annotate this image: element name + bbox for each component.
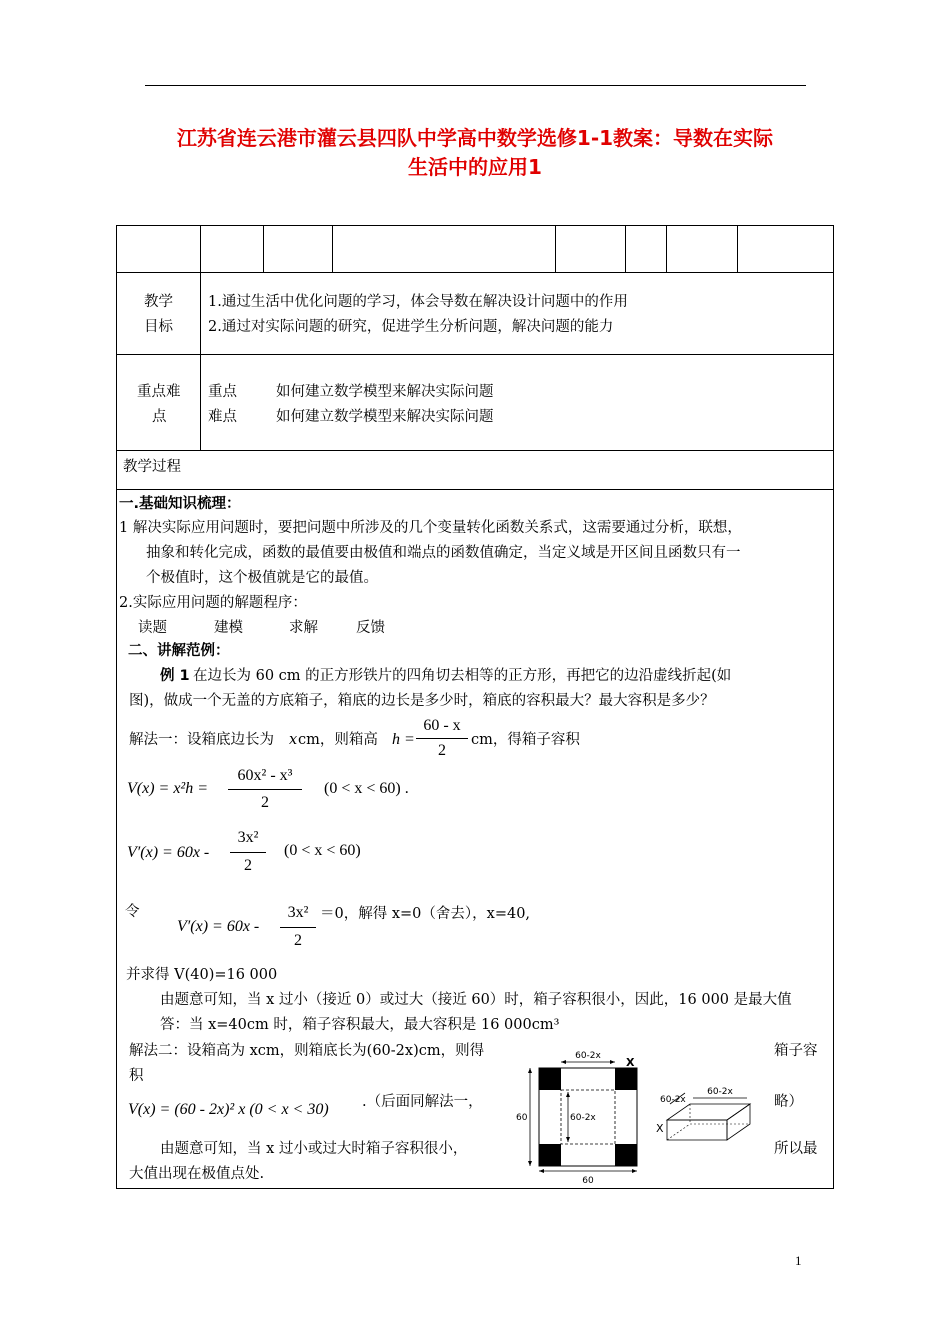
header-rule [145, 85, 806, 86]
table-col-divider [625, 225, 626, 272]
reason-2-right: 所以最 [774, 1141, 818, 1157]
solution-2-line-1: 解法二：设箱高为 xcm，则箱底长为(60-2x)cm，则得 [129, 1043, 485, 1059]
table-row-divider [116, 450, 834, 451]
volume-numerator: 60x² - x³ [237, 767, 293, 784]
table-col-divider [666, 225, 667, 272]
table-col-divider [737, 225, 738, 272]
corner-square [615, 1144, 637, 1166]
table-row-divider [116, 272, 834, 273]
table-row-divider [116, 489, 834, 490]
corner-label: X [626, 1056, 635, 1069]
section-1-heading: 一.基础知识梳理： [119, 496, 241, 512]
arrow-head [528, 1068, 532, 1073]
box-side-face [727, 1104, 750, 1140]
box-top-label: 60-2x [707, 1087, 733, 1097]
reason-2-line-2: 大值出现在极值点处. [129, 1166, 265, 1182]
section-1-procedure: 2.实际应用问题的解题程序： [119, 595, 307, 611]
step-feedback: 反馈 [356, 620, 385, 636]
box-net-figure [510, 1040, 760, 1188]
goal-1: 1.通过生活中优化问题的学习，体会导数在解决设计问题中的作用 [208, 294, 628, 310]
arrow-head [610, 1060, 615, 1064]
table-col-divider [263, 225, 264, 272]
solution-2-formula: V(x) = (60 - 2x)² x (0 < x < 30) [128, 1101, 329, 1118]
h-denominator: 2 [438, 742, 446, 759]
volume-lhs: V(x) = x²h = [127, 780, 209, 797]
equation-denominator: 2 [294, 932, 302, 949]
v40-result: 并求得 V(40)=16 000 [126, 967, 278, 983]
equation-fraction-bar [280, 927, 316, 928]
section-2-heading: 二、讲解范例： [128, 643, 230, 659]
derivative-domain: (0 < x < 60) [284, 842, 361, 859]
box-side-label: 60-2x [660, 1095, 686, 1105]
arrow-head [528, 1161, 532, 1166]
solution-2-line-1-right: 箱子容 [774, 1043, 818, 1059]
derivative-lhs: V′(x) = 60x - [127, 844, 210, 861]
solution-2-after: .（后面同解法一， [362, 1094, 483, 1110]
key-point-text: 如何建立数学模型来解决实际问题 [276, 384, 494, 400]
solution-1-prefix: 解法一：设箱底边长为 [129, 732, 274, 748]
key-point-label: 重点 [208, 384, 237, 400]
equation-suffix: ＝0，解得 x=0（舍去），x=40, [320, 906, 531, 922]
arrow-head [539, 1169, 544, 1173]
page-title-line-2: 生活中的应用1 [408, 155, 542, 179]
key-label-1: 重点难 [137, 384, 181, 400]
goals-label-2: 目标 [144, 319, 173, 335]
reason-1: 由题意可知，当 x 过小（接近 0）或过大（接近 60）时，箱子容积很小，因此，16 000 是最大值 [160, 992, 792, 1008]
equation-numerator: 3x² [287, 904, 309, 921]
reason-2: 由题意可知，当 x 过小或过大时箱子容积很小， [160, 1141, 468, 1157]
derivative-fraction-bar [230, 852, 266, 853]
example-line-2: 图)，做成一个无盖的方底箱子，箱底的边长是多少时，箱底的容积最大？最大容积是多少？ [129, 693, 715, 709]
arrow-head [561, 1060, 566, 1064]
page-number: 1 [795, 1253, 802, 1268]
box-top-face [667, 1104, 750, 1120]
box-front-face [667, 1120, 727, 1140]
h-numerator: 60 - x [423, 717, 461, 734]
corner-square [539, 1068, 561, 1090]
page-title-line-1: 江苏省连云港市灌云县四队中学高中数学选修1-1教案：导数在实际 [176, 126, 774, 150]
example-line-1: 在边长为 60 cm 的正方形铁片的四角切去相等的正方形，再把它的边沿虚线折起(如 [193, 668, 732, 684]
difficulty-text: 如何建立数学模型来解决实际问题 [276, 409, 494, 425]
table-row-divider [116, 354, 834, 355]
example-label: 例 1 [160, 668, 190, 684]
let-label: 令 [125, 904, 140, 920]
equation-lhs: V′(x) = 60x - [177, 918, 260, 935]
section-1-paragraph-line-2: 抽象和转化完成，函数的最值要由极值和端点的函数值确定，当定义域是开区间且函数只有一 [146, 545, 741, 561]
arrow-head [566, 1092, 570, 1097]
box-height-label: X [656, 1122, 664, 1135]
hidden-edge [667, 1124, 690, 1140]
top-label: 60-2x [575, 1051, 601, 1061]
h-lhs: h = [392, 731, 415, 748]
process-label: 教学过程 [123, 459, 181, 475]
step-solve: 求解 [289, 620, 318, 636]
difficulty-label: 难点 [208, 409, 237, 425]
derivative-denominator: 2 [244, 857, 252, 874]
section-1-paragraph-line-3: 个极值时，这个极值就是它的最值。 [146, 570, 378, 586]
arrow-head [566, 1137, 570, 1142]
solution-1-mid: cm，则箱高 [298, 732, 378, 748]
table-col-divider [555, 225, 556, 272]
answer-line: 答：当 x=40cm 时，箱子容积最大，最大容积是 16 000cm³ [160, 1017, 560, 1033]
derivative-numerator: 3x² [237, 829, 259, 846]
goal-2: 2.通过对实际问题的研究，促进学生分析问题，解决问题的能力 [208, 319, 614, 335]
inner-label: 60-2x [570, 1113, 596, 1123]
volume-denominator: 2 [261, 794, 269, 811]
table-col-divider [200, 225, 201, 450]
solution-1-suffix: cm，得箱子容积 [471, 732, 580, 748]
solution-2-line-2: 积 [129, 1068, 144, 1084]
h-fraction-bar [416, 738, 468, 739]
bottom-label: 60 [582, 1176, 594, 1186]
table-col-divider [332, 225, 333, 272]
goals-label-1: 教学 [144, 294, 173, 310]
left-label: 60 [516, 1113, 528, 1123]
volume-fraction-bar [228, 789, 302, 790]
step-read: 读题 [138, 620, 167, 636]
volume-domain: (0 < x < 60) . [324, 780, 409, 797]
key-label-2: 点 [152, 409, 167, 425]
section-1-paragraph-line-1: 1 解决实际应用问题时，要把问题中所涉及的几个变量转化函数关系式，这需要通过分析，联想， [119, 520, 742, 536]
corner-square [615, 1068, 637, 1090]
solution-1-var: x [289, 732, 298, 748]
solution-2-right-2: 略） [774, 1094, 803, 1110]
arrow-head [632, 1169, 637, 1173]
step-model: 建模 [214, 620, 243, 636]
corner-square [539, 1144, 561, 1166]
